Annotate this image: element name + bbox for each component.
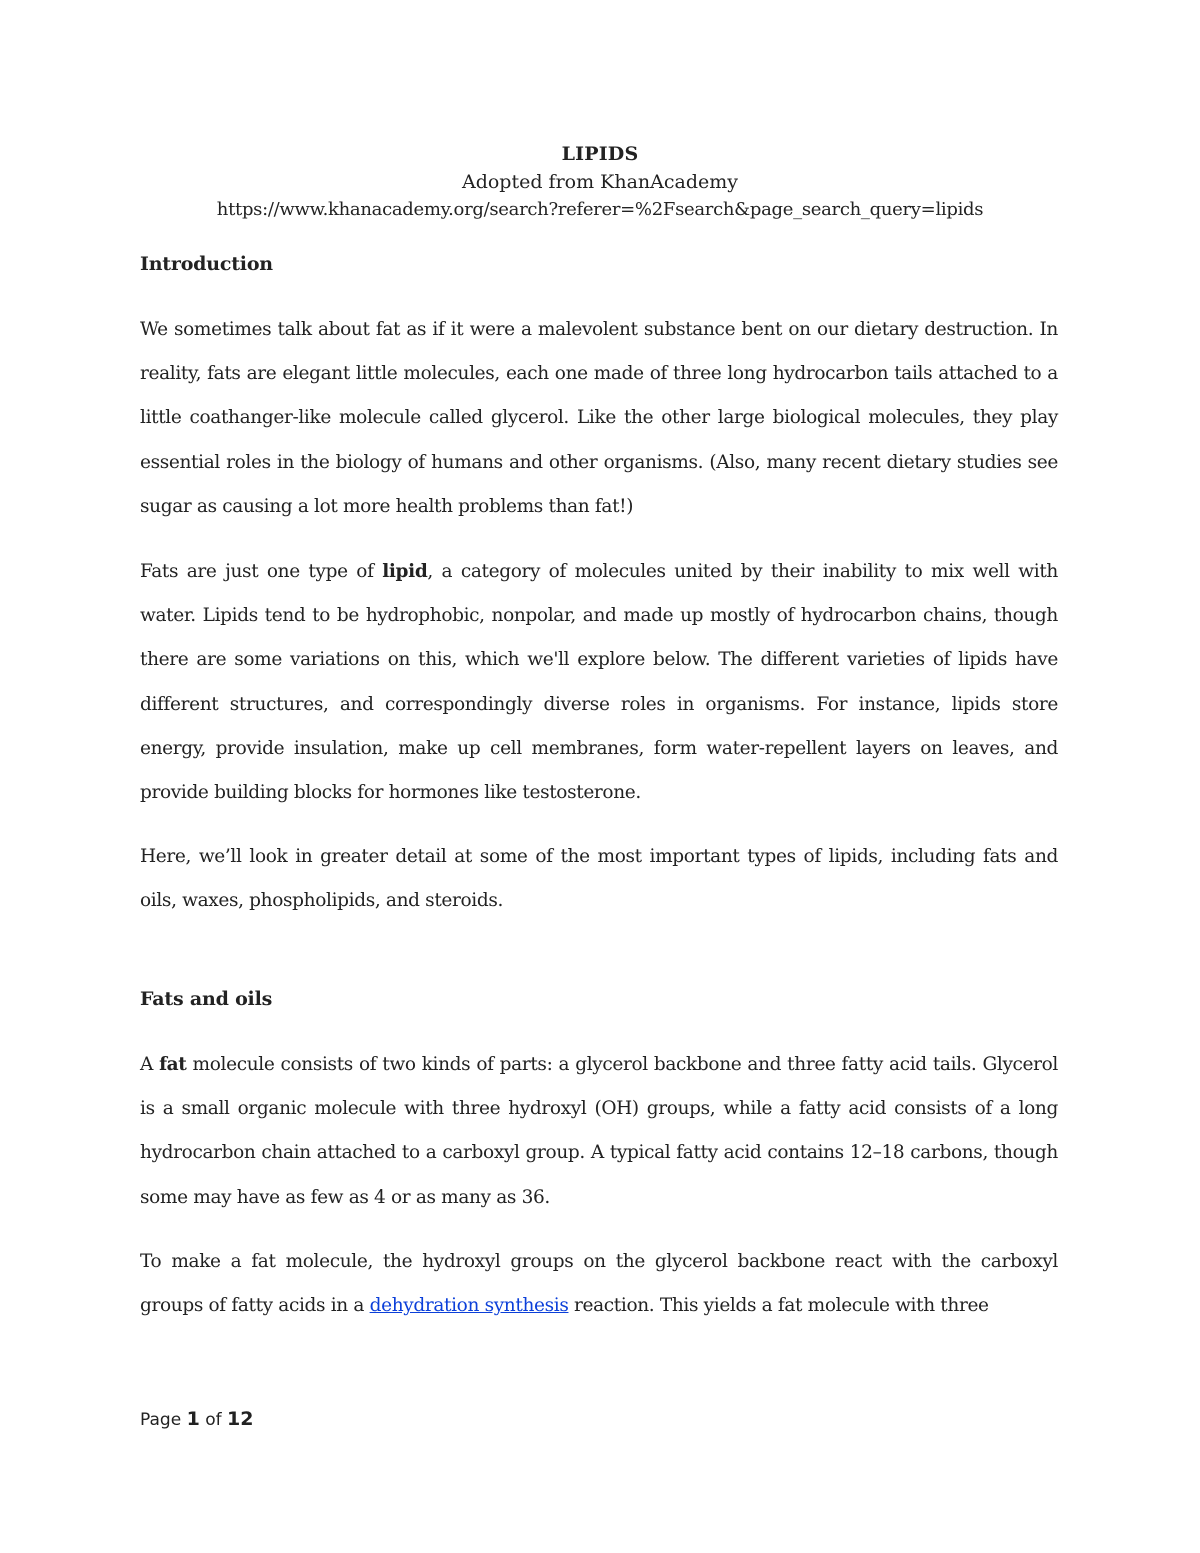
text-run: A xyxy=(140,1054,160,1075)
bold-term-lipid: lipid xyxy=(382,561,428,582)
paragraph-lipid-definition xyxy=(140,550,1058,815)
paragraph-intro: We sometimes talk about fat as if it were a malevolent substance bent on our dietary destruction. In reality, fats are elegant little molecules, each one made of three long hydrocarbon tails attached to a little coathanger-like molecule called glycerol. Like the other large biological molecules, they play essential roles in the biology of humans and other organisms. (Also, many recent dietary studies see sugar as causing a lot more health problems than fat!) xyxy=(140,319,1058,517)
of-label: of xyxy=(205,1410,222,1430)
document-title: LIPIDS xyxy=(561,143,639,165)
text-run: , a category of molecules united by their inability to mix well with water. Lipids tend to be hydrophobic, nonpolar, and made up mostly of hydrocarbon chains, though there are some variations on this, which we'll explore below. The different varieties of lipids have different structures, and correspondingly diverse roles in organisms. For instance, lipids store energy, provide insulation, make up cell membranes, form water-repellent layers on leaves, and provide building blocks for hormones like testosterone. xyxy=(140,561,1058,804)
section-heading-fats-and-oils: Fats and oils xyxy=(140,988,273,1010)
source-attribution: Adopted from KhanAcademy xyxy=(461,171,739,193)
text-run: To make a fat molecule, the hydroxyl groups on the glycerol backbone react with the carboxyl groups of fatty acids in a xyxy=(140,1251,1058,1317)
page-label: Page xyxy=(140,1410,182,1430)
paragraph-overview: Here, we’ll look in greater detail at some of the most important types of lipids, including fats and oils, waxes, phospholipids, and steroids. xyxy=(140,846,1058,912)
text-run: reaction. This yields a fat molecule with three xyxy=(568,1295,989,1317)
paragraph-fat-synthesis xyxy=(140,1240,1058,1328)
current-page-number: 1 xyxy=(186,1408,200,1430)
paragraph-fat-structure xyxy=(140,1043,1058,1220)
source-url: https://www.khanacademy.org/search?referer=%2Fsearch&page_search_query=lipids xyxy=(216,199,984,220)
section-heading-introduction: Introduction xyxy=(140,253,273,275)
total-pages: 12 xyxy=(227,1408,254,1430)
page-footer xyxy=(140,1405,253,1434)
dehydration-synthesis-link[interactable]: dehydration synthesis xyxy=(369,1295,569,1317)
text-run: molecule consists of two kinds of parts: a glycerol backbone and three fatty acid tails. Glycerol is a small organic molecule with three hydroxyl (OH) groups, while a fatty acid consists of a long hydrocarbon chain attached to a carboxyl group. A typical fatty acid contains 12–18 carbons, though some may have as few as 4 or as many as 36. xyxy=(140,1054,1059,1208)
document-header xyxy=(140,140,1060,224)
text-run: Fats are just one type of xyxy=(140,561,383,582)
bold-term-fat: fat xyxy=(159,1054,187,1075)
